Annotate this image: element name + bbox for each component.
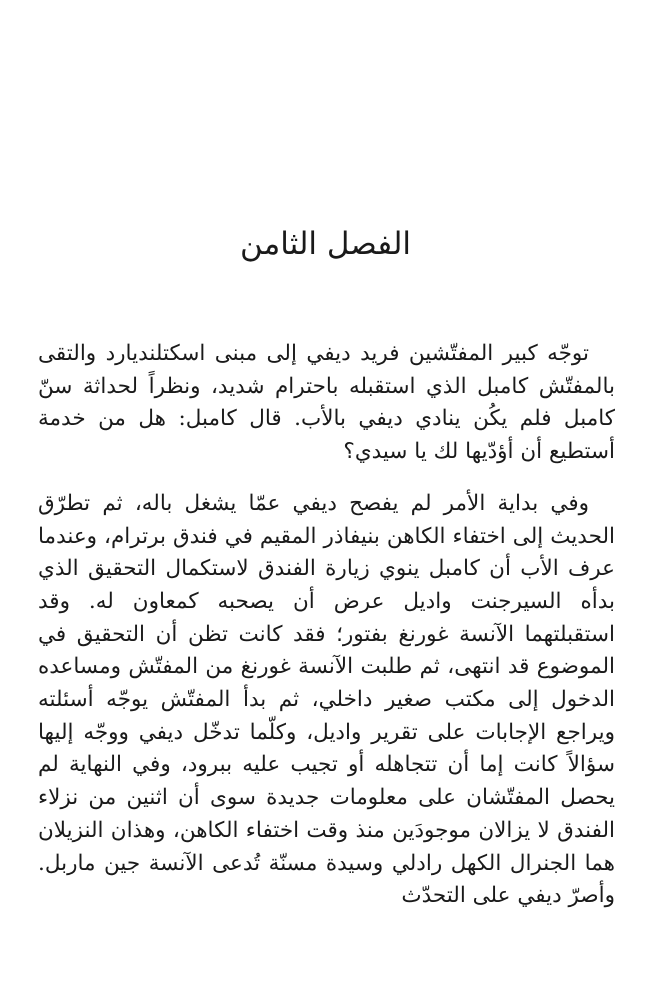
chapter-body (38, 338, 615, 913)
paragraph-1: توجّه كبير المفتّشين فريد ديفي إلى مبنى اسكتلنديارد والتقى بالمفتّش كامبل الذي استقبله باحترام شديد، ونظراً لحداثة سنّ كامبل فلم يكُن ينادي ديفي بالأب. قال كامبل: هل من خدمة أستطيع أن أؤدّيها لك يا سيدي؟ (38, 341, 615, 465)
chapter-title: الفصل الثامن (239, 226, 411, 262)
paragraph-2: وفي بداية الأمر لم يفصح ديفي عمّا يشغل باله، ثم تطرّق الحديث إلى اختفاء الكاهن بنيفاذر المقيم في فندق برترام، وعندما عرف الأب أن كامبل ينوي زيارة الفندق لاستكمال التحقيق الذي بدأه السيرجنت واديل عرض أن يصحبه كمعاون له. وقد استقبلتهما الآنسة غورنغ بفتور؛ فقد كانت تظن أن التحقيق في الموضوع قد انتهى، ثم طلبت الآنسة غورنغ من المفتّش ومساعده الدخول إلى مكتب صغير داخلي، ثم بدأ المفتّش يوجّه أسئلته ويراجع الإجابات على تقرير واديل، وكلّما تدخّل ديفي ووجّه إليها سؤالاً كانت إما أن تتجاهله أو تجيب عليه ببرود، وفي النهاية لم يحصل المفتّشان على معلومات جديدة سوى أن اثنين من نزلاء الفندق لا يزالان موجودَين منذ وقت اختفاء الكاهن، وهذان النزيلان هما الجنرال الكهل رادلي وسيدة مسنّة تُدعى الآنسة جين ماربل. وأصرّ ديفي على التحدّث (38, 490, 615, 909)
